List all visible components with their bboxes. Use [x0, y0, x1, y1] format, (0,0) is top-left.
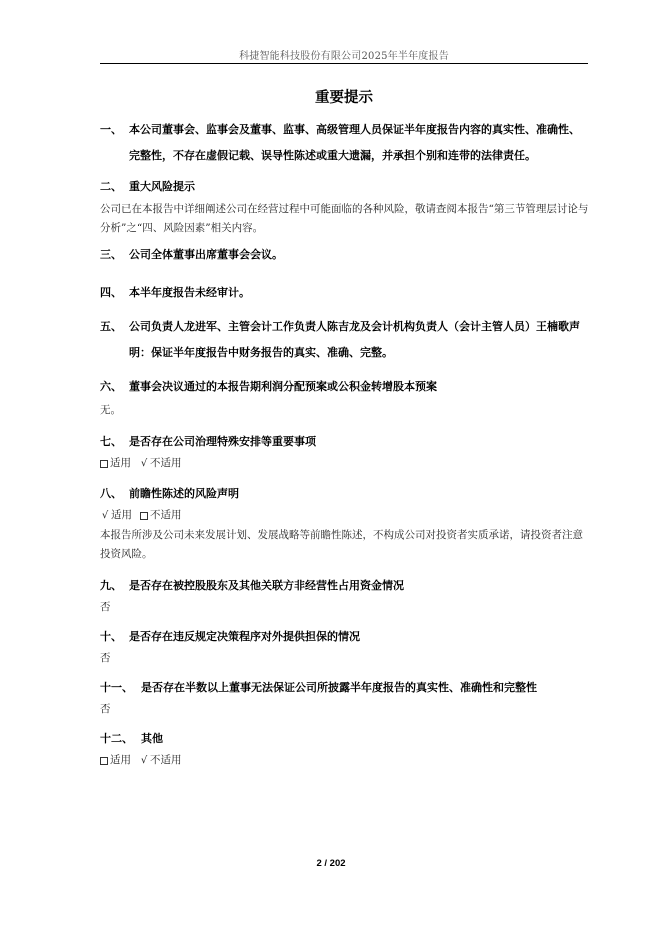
section-body: 公司已在本报告中详细阐述公司在经营过程中可能面临的各种风险，敬请查阅本报告“第三节管理层讨论与分析”之“四、风险因素”相关内容。: [100, 203, 589, 234]
applicability-options: [100, 454, 590, 473]
applicability-options: [100, 751, 590, 770]
option-applicable: 适用: [100, 454, 131, 473]
section-heading: 公司全体董事出席董事会会议。: [129, 248, 283, 261]
section-heading: 公司负责人龙进军、主管会计工作负责人陈吉龙及会计机构负责人（会计主管人员）王楠歌声明：保证半年度报告中财务报告的真实、准确、完整。: [129, 320, 580, 359]
checkmark-icon: √: [140, 755, 148, 766]
section-9: [100, 573, 590, 617]
section-number: 九、: [100, 579, 122, 592]
section-heading: 董事会决议通过的本报告期利润分配预案或公积金转增股本预案: [129, 380, 437, 393]
section-body: 否: [100, 601, 111, 613]
section-body: 否: [100, 652, 111, 664]
option-applicable: √ 适用: [100, 506, 132, 525]
section-number: 十、: [100, 630, 122, 643]
section-heading: 前瞻性陈述的风险声明: [129, 487, 239, 500]
section-7: [100, 429, 590, 473]
section-body: 本报告所涉及公司未来发展计划、发展战略等前瞻性陈述，不构成公司对投资者实质承诺，请投资者注意投资风险。: [100, 529, 583, 560]
section-number: 七、: [100, 435, 122, 448]
section-11: [100, 675, 590, 719]
page-title: 重要提示: [315, 89, 373, 106]
section-8: [100, 481, 590, 564]
section-6: [100, 374, 590, 420]
section-heading: 其他: [141, 732, 163, 745]
section-3: [100, 242, 590, 267]
section-number: 五、: [100, 320, 122, 333]
section-number: 二、: [100, 180, 122, 193]
section-heading: 重大风险提示: [129, 180, 195, 193]
section-2: [100, 174, 590, 238]
running-header: 科捷智能科技股份有限公司2025年半年度报告: [239, 51, 449, 62]
section-12: [100, 726, 590, 770]
option-not-applicable: √ 不适用: [139, 454, 182, 473]
section-number: 六、: [100, 380, 122, 393]
section-heading: 本公司董事会、监事会及董事、监事、高级管理人员保证半年度报告内容的真实性、准确性、完整性，不存在虚假记载、误导性陈述或重大遗漏，并承担个别和连带的法律责任。: [129, 123, 580, 162]
section-number: 一、: [100, 123, 122, 136]
checkbox-empty-icon: [100, 757, 108, 765]
section-number: 三、: [100, 248, 122, 261]
section-body: 否: [100, 703, 111, 715]
checkmark-icon: √: [101, 510, 109, 521]
section-number: 四、: [100, 286, 122, 299]
section-heading: 是否存在公司治理特殊安排等重要事项: [129, 435, 316, 448]
section-4: [100, 280, 590, 305]
section-heading: 是否存在被控股股东及其他关联方非经营性占用资金情况: [129, 579, 404, 592]
section-heading: 是否存在半数以上董事无法保证公司所披露半年度报告的真实性、准确性和完整性: [141, 681, 537, 694]
checkbox-empty-icon: [140, 512, 148, 520]
applicability-options: [100, 506, 590, 525]
section-body: 无。: [100, 404, 121, 416]
page-number: 2 / 202: [316, 858, 346, 869]
option-applicable: 适用: [100, 751, 131, 770]
option-not-applicable: 不适用: [140, 506, 182, 525]
checkbox-empty-icon: [100, 460, 108, 468]
header-divider: [100, 63, 588, 64]
section-heading: 本半年度报告未经审计。: [129, 286, 250, 299]
section-number: 八、: [100, 487, 122, 500]
option-not-applicable: √ 不适用: [139, 751, 182, 770]
section-5: [100, 314, 590, 366]
section-number: 十一、: [100, 681, 133, 694]
checkmark-icon: √: [140, 458, 148, 469]
section-1: [100, 117, 590, 169]
section-10: [100, 624, 590, 668]
section-heading: 是否存在违反规定决策程序对外提供担保的情况: [129, 630, 360, 643]
section-number: 十二、: [100, 732, 133, 745]
